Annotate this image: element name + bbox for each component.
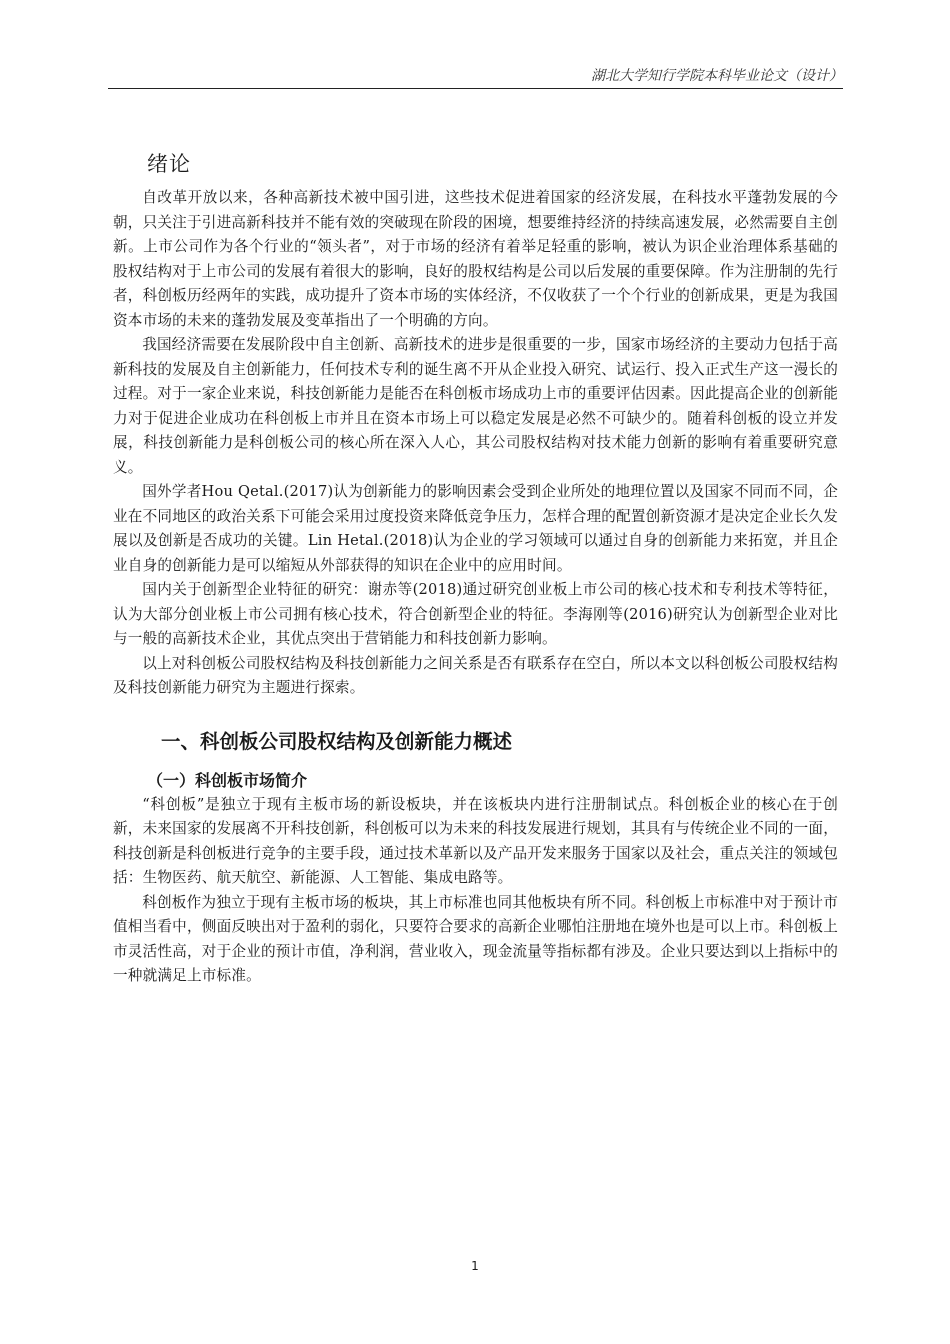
section1-heading: 一、科创板公司股权结构及创新能力概述	[161, 729, 513, 753]
section1-sub1-heading: （一）科创板市场简介	[147, 770, 308, 790]
intro-paragraph-3: 国外学者Hou Qetal.(2017)认为创新能力的影响因素会受到企业所处的地理位置以及国家不同而不同，企业在不同地区的政治关系下可能会采用过度投资来降低竞争压力，怎样合理的配置创新资源才是决定企业长久发展以及创新是否成功的关键。Lin Hetal.(2018)认为企业的学习领域可以通过自身的创新能力来拓宽，并且企业自身的创新能力是可以缩短从外部获得的知识在企业中的应用时间。	[113, 483, 838, 574]
intro-heading: 绪论	[147, 152, 191, 176]
header-title: 湖北大学知行学院本科毕业论文（设计）	[591, 68, 843, 84]
section1-paragraph-2: 科创板作为独立于现有主板市场的板块，其上市标准也同其他板块有所不同。科创板上市标准中对于预计市值相当看中，侧面反映出对于盈利的弱化，只要符合要求的高新企业哪怕注册地在境外也是可以上市。科创板上市灵活性高，对于企业的预计市值，净利润，营业收入，现金流量等指标都有涉及。企业只要达到以上指标中的一种就满足上市标准。	[113, 893, 838, 984]
page-header	[108, 66, 843, 89]
intro-paragraph-5: 以上对科创板公司股权结构及科技创新能力之间关系是否有联系存在空白，所以本文以科创板公司股权结构及科技创新能力研究为主题进行探索。	[113, 654, 838, 696]
intro-paragraph-4: 国内关于创新型企业特征的研究：谢赤等(2018)通过研究创业板上市公司的核心技术和专利技术等特征，认为大部分创业板上市公司拥有核心技术，符合创新型企业的特征。李海刚等(2016)研究认为创新型企业对比与一般的高新技术企业，其优点突出于营销能力和科技创新力影响。	[113, 581, 838, 647]
intro-paragraph-2: 我国经济需要在发展阶段中自主创新、高新技术的进步是很重要的一步，国家市场经济的主要动力包括于高新科技的发展及自主创新能力，任何技术专利的诞生离不开从企业投入研究、试运行、投入正式生产这一漫长的过程。对于一家企业来说，科技创新能力是能否在科创板市场成功上市的重要评估因素。因此提高企业的创新能力对于促进企业成功在科创板上市并且在资本市场上可以稳定发展是必然不可缺少的。随着科创板的设立并发展，科技创新能力是科创板公司的核心所在深入人心，其公司股权结构对技术能力创新的影响有着重要研究意义。	[113, 336, 838, 476]
page-number: 1	[471, 1259, 479, 1273]
intro-paragraph-1: 自改革开放以来，各种高新技术被中国引进，这些技术促进着国家的经济发展，在科技水平蓬勃发展的今朝，只关注于引进高新科技并不能有效的突破现在阶段的困境，想要维持经济的持续高速发展，必然需要自主创新。上市公司作为各个行业的“领头者”，对于市场的经济有着举足轻重的影响，被认为识企业治理体系基础的股权结构对于上市公司的发展有着很大的影响，良好的股权结构是公司以后发展的重要保障。作为注册制的先行者，科创板历经两年的实践，成功提升了资本市场的实体经济，不仅收获了一个个行业的创新成果，更是为我国资本市场的未来的蓬勃发展及变革指出了一个明确的方向。	[113, 189, 838, 329]
section1-paragraph-1: “科创板”是独立于现有主板市场的新设板块，并在该板块内进行注册制试点。科创板企业的核心在于创新，未来国家的发展离不开科技创新，科创板可以为未来的科技发展进行规划，其具有与传统企业不同的一面，科技创新是科创板进行竞争的主要手段，通过技术革新以及产品开发来服务于国家以及社会，重点关注的领域包括：生物医药、航天航空、新能源、人工智能、集成电路等。	[113, 795, 838, 886]
document-body	[113, 148, 838, 989]
